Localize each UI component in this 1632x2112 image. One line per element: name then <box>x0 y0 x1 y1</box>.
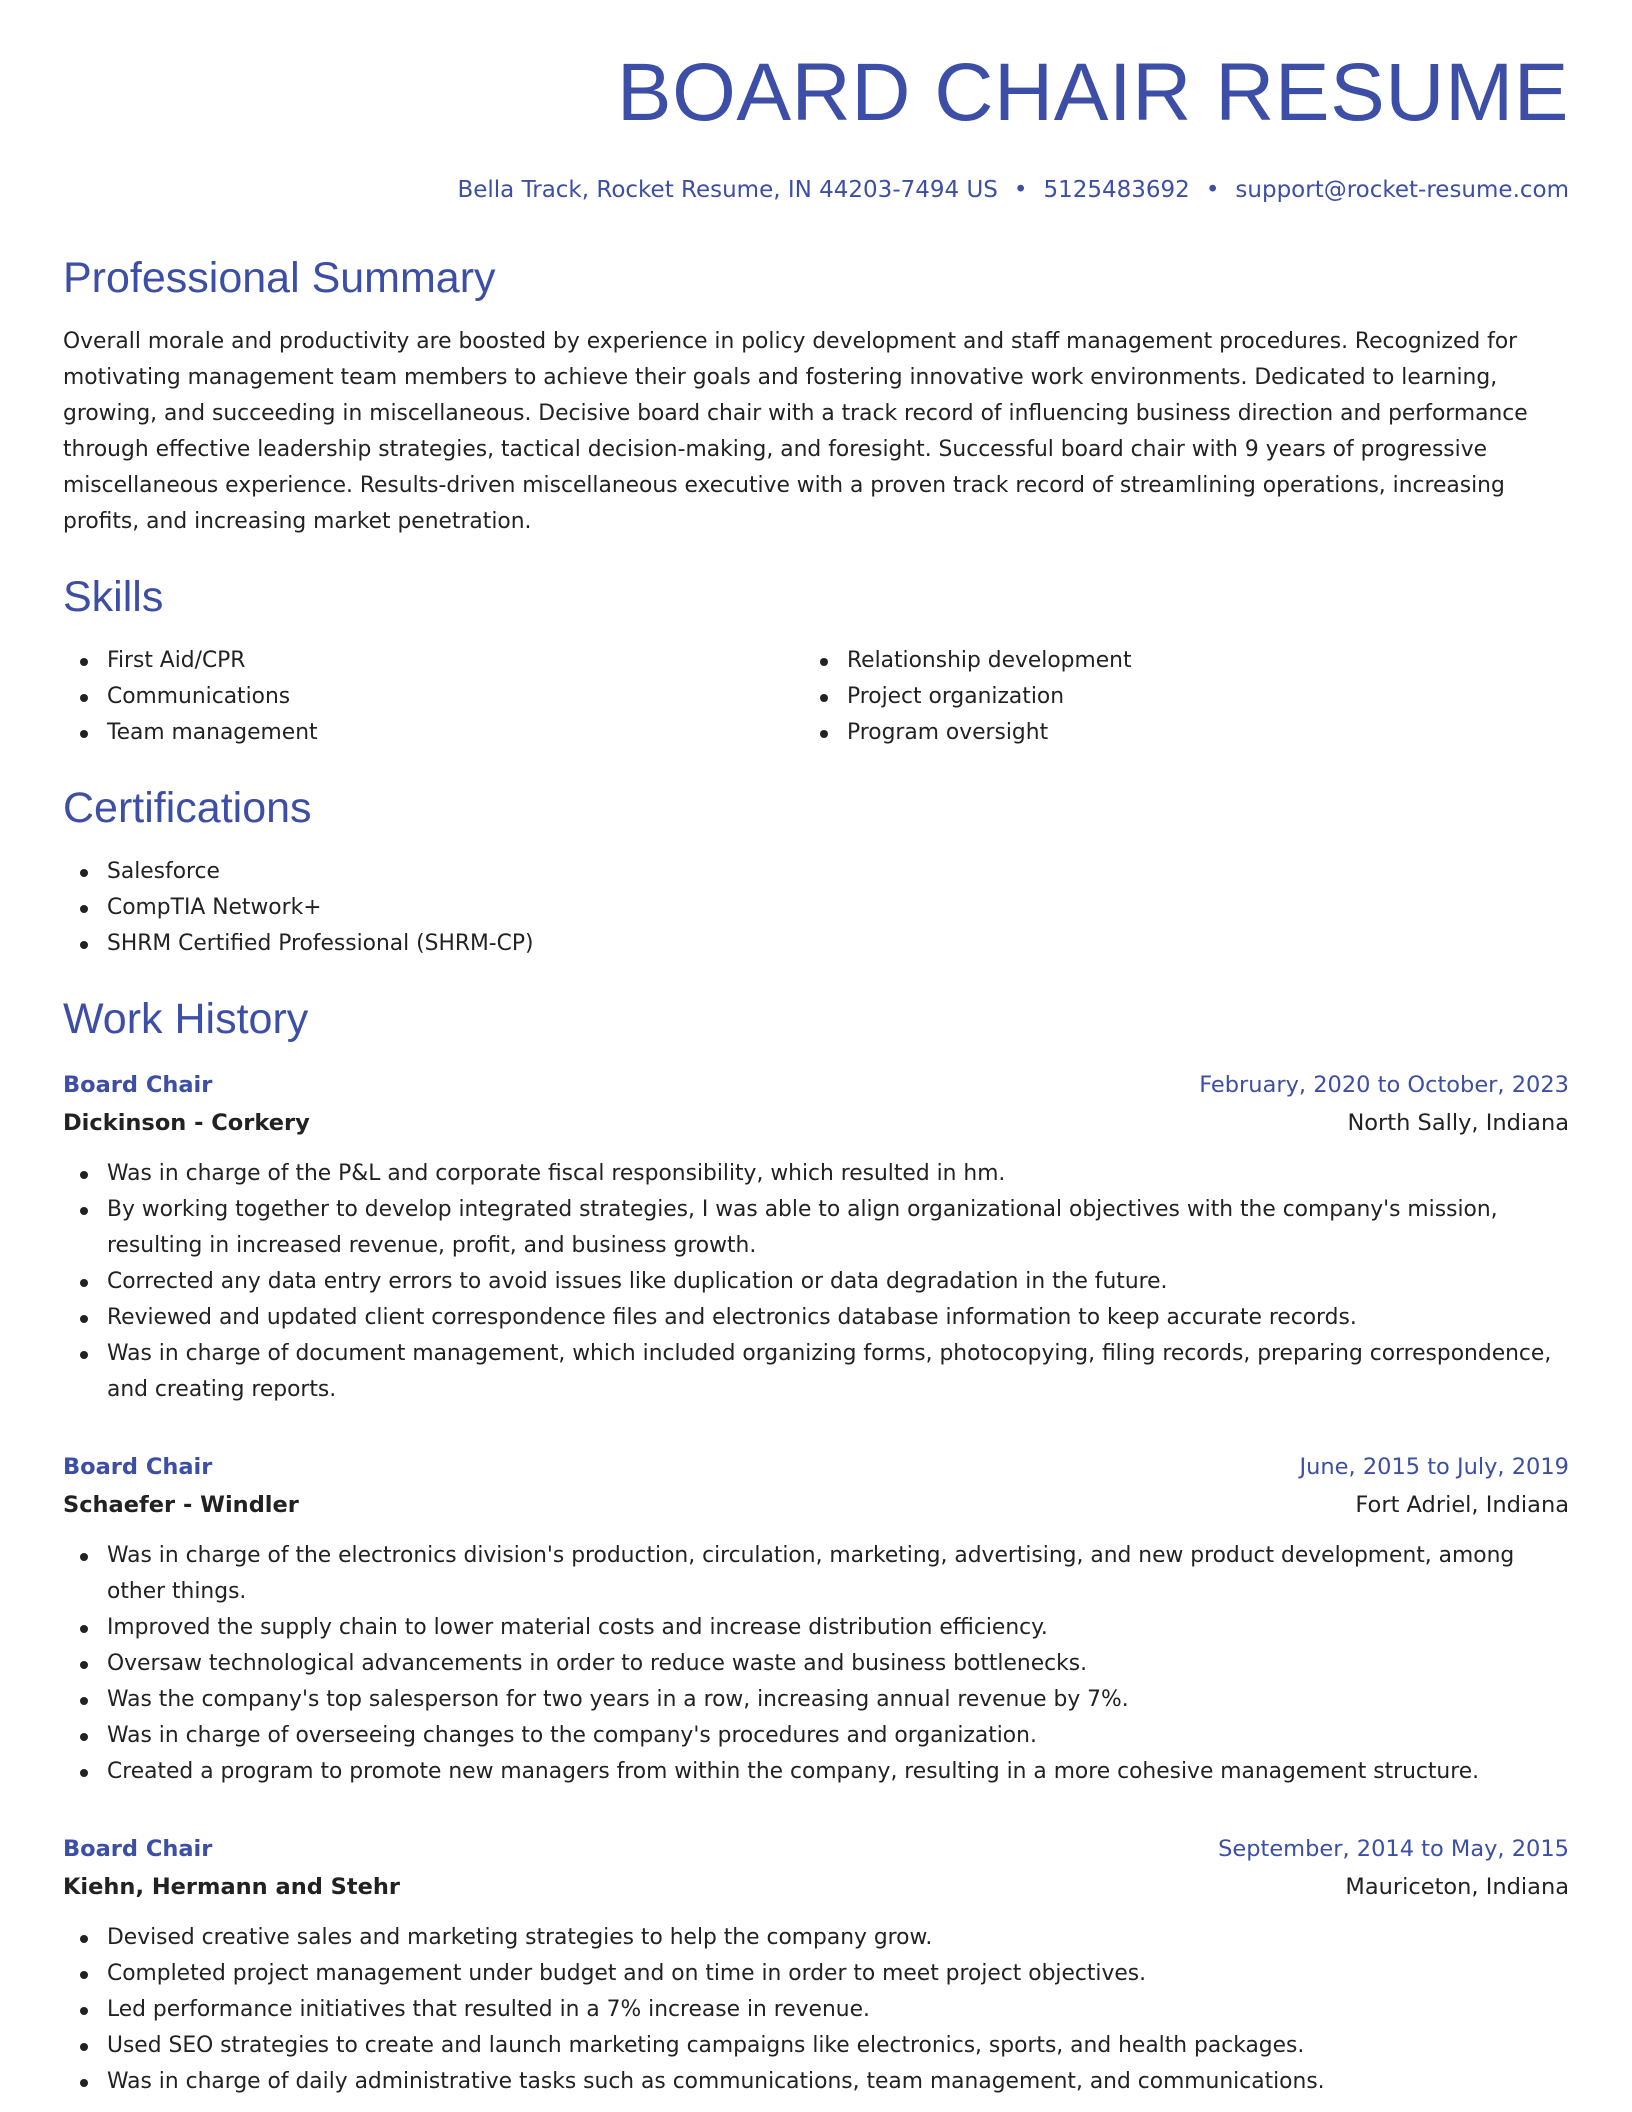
job-bullet: Was in charge of the P&L and corporate fiscal responsibility, which resulted in hm. <box>63 1156 1569 1192</box>
contact-separator: • <box>1205 177 1220 203</box>
job-bullet: Was in charge of document management, which included organizing forms, photocopying, filing records, preparing correspondence, and creating reports. <box>63 1336 1569 1408</box>
job-location: Fort Adriel, Indiana <box>1355 1491 1569 1518</box>
skill-item: First Aid/CPR <box>63 643 803 679</box>
job-bullet: By working together to develop integrated strategies, I was able to align organizational objectives with the company's mission, resulting in increased revenue, profit, and business growth. <box>63 1192 1569 1264</box>
work-history-heading: Work History <box>63 995 309 1044</box>
job-entry <box>63 1448 1569 1790</box>
job-bullet: Was in charge of the electronics division's production, circulation, marketing, advertising, and new product development, among other things. <box>63 1538 1569 1610</box>
job-bullet: Corrected any data entry errors to avoid issues like duplication or data degradation in the future. <box>63 1264 1569 1300</box>
certification-item: Salesforce <box>63 854 1569 890</box>
job-header-row <box>63 1448 1569 1486</box>
summary-heading: Professional Summary <box>63 253 496 302</box>
job-dates: September, 2014 to May, 2015 <box>1218 1835 1569 1862</box>
job-bullet: Oversaw technological advancements in order to reduce waste and business bottlenecks. <box>63 1646 1569 1682</box>
contact-address: Bella Track, Rocket Resume, IN 44203-7494 US <box>457 177 998 203</box>
job-dates: June, 2015 to July, 2019 <box>1299 1453 1569 1480</box>
job-dates: February, 2020 to October, 2023 <box>1199 1071 1569 1098</box>
skills-columns <box>63 643 1569 751</box>
contact-separator: • <box>1013 177 1028 203</box>
job-company: Schaefer - Windler <box>63 1491 299 1518</box>
job-location: Mauriceton, Indiana <box>1345 1873 1569 1900</box>
certifications-list <box>63 854 1569 962</box>
skills-heading: Skills <box>63 572 164 621</box>
skill-item: Project organization <box>803 679 1543 715</box>
contact-line <box>63 177 1569 205</box>
skill-item: Communications <box>63 679 803 715</box>
skills-list-right <box>803 643 1543 751</box>
contact-phone: 5125483692 <box>1043 177 1190 203</box>
skill-item: Relationship development <box>803 643 1543 679</box>
skill-item: Team management <box>63 715 803 751</box>
job-bullet: Was the company's top salesperson for two years in a row, increasing annual revenue by 7%. <box>63 1682 1569 1718</box>
job-header-row <box>63 1066 1569 1104</box>
summary-text: Overall morale and productivity are boosted by experience in policy development and staff management procedures. Recognized for motivating management team members to achieve their goals and fostering innovative work environments. Dedicated to learning, growing, and succeeding in miscellaneous. Decisive board chair with a track record of influencing business direction and performance through effective leadership strategies, tactical decision-making, and foresight. Successful board chair with 9 years of progressive miscellaneous experience. Results-driven miscellaneous executive with a proven track record of streamlining operations, increasing profits, and increasing market penetration. <box>63 328 1528 534</box>
resume-title: BOARD CHAIR RESUME <box>616 47 1569 138</box>
job-company: Kiehn, Hermann and Stehr <box>63 1873 400 1900</box>
job-bullet: Led performance initiatives that resulted in a 7% increase in revenue. <box>63 1992 1569 2028</box>
job-bullet: Reviewed and updated client correspondence files and electronics database information to keep accurate records. <box>63 1300 1569 1336</box>
job-entry <box>63 1830 1569 2100</box>
job-company-row <box>63 1104 1569 1142</box>
job-bullet: Improved the supply chain to lower material costs and increase distribution efficiency. <box>63 1610 1569 1646</box>
job-entry <box>63 1066 1569 1408</box>
certification-item: SHRM Certified Professional (SHRM-CP) <box>63 926 1569 962</box>
job-company: Dickinson - Corkery <box>63 1109 310 1136</box>
skills-list-left <box>63 643 803 751</box>
job-bullet: Was in charge of daily administrative tasks such as communications, team management, and communications. <box>63 2064 1569 2100</box>
job-bullet: Used SEO strategies to create and launch marketing campaigns like electronics, sports, and health packages. <box>63 2028 1569 2064</box>
job-bullet: Was in charge of overseeing changes to the company's procedures and organization. <box>63 1718 1569 1754</box>
job-title: Board Chair <box>63 1071 213 1098</box>
job-title: Board Chair <box>63 1835 213 1862</box>
certification-item: CompTIA Network+ <box>63 890 1569 926</box>
job-bullet: Completed project management under budget and on time in order to meet project objectives. <box>63 1956 1569 1992</box>
job-bullet: Devised creative sales and marketing strategies to help the company grow. <box>63 1920 1569 1956</box>
contact-email[interactable]: support@rocket-resume.com <box>1235 177 1569 203</box>
job-company-row <box>63 1486 1569 1524</box>
job-bullets <box>63 1920 1569 2100</box>
job-bullets <box>63 1538 1569 1790</box>
job-title: Board Chair <box>63 1453 213 1480</box>
job-header-row <box>63 1830 1569 1868</box>
job-location: North Sally, Indiana <box>1347 1109 1569 1136</box>
job-bullets <box>63 1156 1569 1408</box>
skill-item: Program oversight <box>803 715 1543 751</box>
job-company-row <box>63 1868 1569 1906</box>
job-bullet: Created a program to promote new managers from within the company, resulting in a more cohesive management structure. <box>63 1754 1569 1790</box>
certifications-heading: Certifications <box>63 784 312 833</box>
